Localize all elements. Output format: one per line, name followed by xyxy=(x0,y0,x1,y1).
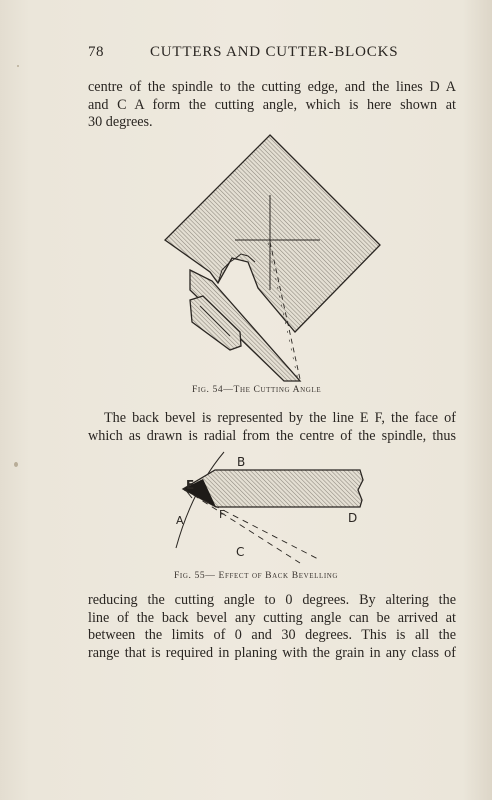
text-line: between the limits of 0 and 30 degrees. This is all the xyxy=(88,627,456,643)
running-head: CUTTERS AND CUTTER-BLOCKS xyxy=(150,44,399,60)
label-D: D xyxy=(348,511,358,525)
text-line: 30 degrees. xyxy=(88,114,153,130)
text-line: The back bevel is represented by the line E F, the face of xyxy=(104,410,456,426)
text-line: and C A form the cutting angle, which is here shown at xyxy=(88,96,456,113)
label-A: A xyxy=(176,514,184,527)
paper-speck xyxy=(17,65,19,67)
page-number: 78 xyxy=(88,44,104,60)
label-E: E xyxy=(186,478,195,492)
label-B: B xyxy=(237,455,246,469)
paragraph-1 xyxy=(88,79,456,132)
figure-54-caption: Fig. 54—The Cutting Angle xyxy=(192,384,322,395)
paper-speck xyxy=(14,462,18,467)
figure-54-cutting-angle xyxy=(150,125,400,387)
text-line: centre of the spindle to the cutting edge, and the lines D A xyxy=(88,79,456,95)
text-line: which as drawn is radial from the centre of the spindle, thus xyxy=(88,427,456,444)
text-line: reducing the cutting angle to 0 degrees. By altering the xyxy=(88,592,456,608)
figure-55-back-bevelling xyxy=(165,450,375,568)
paragraph-3 xyxy=(88,592,456,662)
text-line: line of the back bevel any cutting angle can be arrived at xyxy=(88,609,456,626)
label-F: F xyxy=(219,508,226,521)
page-header xyxy=(88,44,456,66)
label-C: C xyxy=(236,545,245,559)
paragraph-2 xyxy=(88,410,456,445)
figure-55-caption: Fig. 55— Effect of Back Bevelling xyxy=(174,570,339,581)
text-line: range that is required in planing with the grain in any class of xyxy=(88,644,456,661)
